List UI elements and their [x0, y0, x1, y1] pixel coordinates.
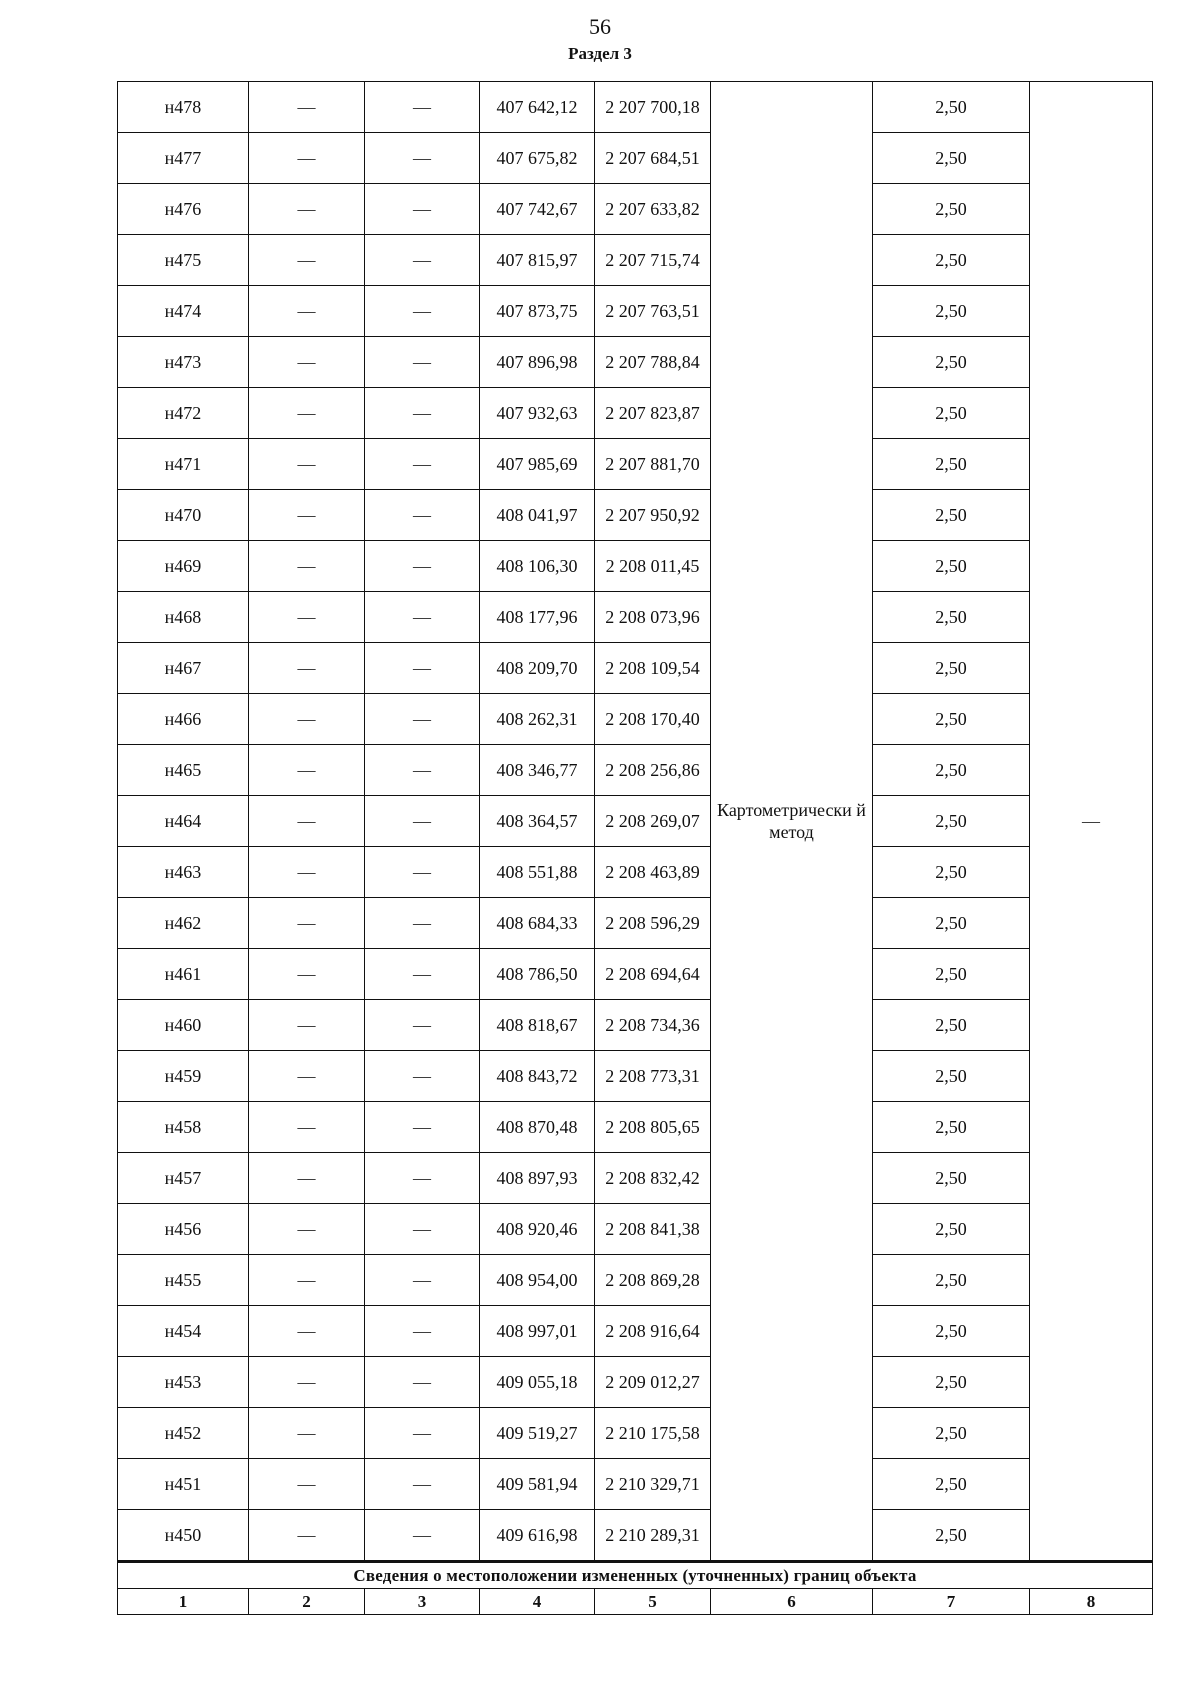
description-cell: —	[1030, 82, 1153, 1562]
new-y-cell: 2 208 463,89	[595, 847, 711, 898]
existing-y-cell: —	[365, 235, 480, 286]
new-y-cell: 2 207 881,70	[595, 439, 711, 490]
point-cell: н467	[118, 643, 249, 694]
table-row	[118, 592, 1153, 643]
existing-y-cell: —	[365, 133, 480, 184]
new-y-cell: 2 208 916,64	[595, 1306, 711, 1357]
existing-x-cell: —	[249, 1510, 365, 1562]
accuracy-cell: 2,50	[873, 1459, 1030, 1510]
table-row	[118, 1153, 1153, 1204]
method-cell: Картометрически й метод	[711, 82, 873, 1562]
new-x-cell: 408 551,88	[480, 847, 595, 898]
table-row	[118, 235, 1153, 286]
new-x-cell: 408 920,46	[480, 1204, 595, 1255]
point-cell: н474	[118, 286, 249, 337]
column-number: 8	[1030, 1589, 1153, 1615]
column-number: 3	[365, 1589, 480, 1615]
existing-x-cell: —	[249, 1051, 365, 1102]
table-row	[118, 643, 1153, 694]
new-x-cell: 407 742,67	[480, 184, 595, 235]
table-row	[118, 1459, 1153, 1510]
existing-x-cell: —	[249, 82, 365, 133]
new-y-cell: 2 208 011,45	[595, 541, 711, 592]
existing-y-cell: —	[365, 898, 480, 949]
point-cell: н471	[118, 439, 249, 490]
existing-x-cell: —	[249, 541, 365, 592]
table-row	[118, 949, 1153, 1000]
table-row	[118, 847, 1153, 898]
existing-y-cell: —	[365, 439, 480, 490]
new-y-cell: 2 208 256,86	[595, 745, 711, 796]
existing-y-cell: —	[365, 1510, 480, 1562]
point-cell: н468	[118, 592, 249, 643]
accuracy-cell: 2,50	[873, 898, 1030, 949]
existing-x-cell: —	[249, 1255, 365, 1306]
accuracy-cell: 2,50	[873, 490, 1030, 541]
existing-x-cell: —	[249, 694, 365, 745]
table-row	[118, 1204, 1153, 1255]
table-row	[118, 898, 1153, 949]
new-x-cell: 407 642,12	[480, 82, 595, 133]
accuracy-cell: 2,50	[873, 1000, 1030, 1051]
new-x-cell: 409 581,94	[480, 1459, 595, 1510]
existing-x-cell: —	[249, 745, 365, 796]
point-cell: н464	[118, 796, 249, 847]
table-row	[118, 286, 1153, 337]
existing-x-cell: —	[249, 439, 365, 490]
new-y-cell: 2 207 823,87	[595, 388, 711, 439]
existing-x-cell: —	[249, 898, 365, 949]
column-number: 6	[711, 1589, 873, 1615]
existing-x-cell: —	[249, 1102, 365, 1153]
accuracy-cell: 2,50	[873, 1408, 1030, 1459]
accuracy-cell: 2,50	[873, 592, 1030, 643]
new-y-cell: 2 207 950,92	[595, 490, 711, 541]
caption-row	[118, 1562, 1153, 1589]
table-row	[118, 694, 1153, 745]
point-cell: н462	[118, 898, 249, 949]
new-x-cell: 408 997,01	[480, 1306, 595, 1357]
point-cell: н450	[118, 1510, 249, 1562]
existing-x-cell: —	[249, 1000, 365, 1051]
existing-y-cell: —	[365, 337, 480, 388]
existing-y-cell: —	[365, 1204, 480, 1255]
new-x-cell: 408 041,97	[480, 490, 595, 541]
new-y-cell: 2 208 773,31	[595, 1051, 711, 1102]
point-cell: н470	[118, 490, 249, 541]
point-cell: н456	[118, 1204, 249, 1255]
point-cell: н455	[118, 1255, 249, 1306]
table-caption: Сведения о местоположении измененных (уточненных) границ объекта	[118, 1562, 1153, 1589]
table-row	[118, 541, 1153, 592]
point-cell: н454	[118, 1306, 249, 1357]
new-y-cell: 2 208 170,40	[595, 694, 711, 745]
new-x-cell: 409 519,27	[480, 1408, 595, 1459]
new-x-cell: 407 985,69	[480, 439, 595, 490]
accuracy-cell: 2,50	[873, 286, 1030, 337]
table-row	[118, 1051, 1153, 1102]
existing-y-cell: —	[365, 949, 480, 1000]
existing-x-cell: —	[249, 1153, 365, 1204]
new-y-cell: 2 207 788,84	[595, 337, 711, 388]
existing-y-cell: —	[365, 1153, 480, 1204]
new-x-cell: 407 896,98	[480, 337, 595, 388]
table-row	[118, 745, 1153, 796]
existing-y-cell: —	[365, 388, 480, 439]
existing-y-cell: —	[365, 1000, 480, 1051]
new-x-cell: 408 954,00	[480, 1255, 595, 1306]
table-row	[118, 1000, 1153, 1051]
table-row	[118, 133, 1153, 184]
existing-y-cell: —	[365, 184, 480, 235]
existing-x-cell: —	[249, 184, 365, 235]
new-y-cell: 2 207 715,74	[595, 235, 711, 286]
new-x-cell: 407 675,82	[480, 133, 595, 184]
existing-x-cell: —	[249, 490, 365, 541]
new-y-cell: 2 210 175,58	[595, 1408, 711, 1459]
accuracy-cell: 2,50	[873, 1255, 1030, 1306]
new-x-cell: 408 364,57	[480, 796, 595, 847]
new-x-cell: 407 932,63	[480, 388, 595, 439]
accuracy-cell: 2,50	[873, 388, 1030, 439]
new-y-cell: 2 210 289,31	[595, 1510, 711, 1562]
existing-y-cell: —	[365, 643, 480, 694]
new-y-cell: 2 210 329,71	[595, 1459, 711, 1510]
accuracy-cell: 2,50	[873, 1357, 1030, 1408]
point-cell: н473	[118, 337, 249, 388]
accuracy-cell: 2,50	[873, 796, 1030, 847]
point-cell: н472	[118, 388, 249, 439]
accuracy-cell: 2,50	[873, 949, 1030, 1000]
accuracy-cell: 2,50	[873, 133, 1030, 184]
new-x-cell: 408 177,96	[480, 592, 595, 643]
existing-y-cell: —	[365, 847, 480, 898]
new-x-cell: 408 684,33	[480, 898, 595, 949]
new-x-cell: 409 055,18	[480, 1357, 595, 1408]
table-body	[118, 82, 1153, 1615]
table-row	[118, 490, 1153, 541]
new-x-cell: 408 786,50	[480, 949, 595, 1000]
new-y-cell: 2 208 805,65	[595, 1102, 711, 1153]
accuracy-cell: 2,50	[873, 847, 1030, 898]
column-numbers-row	[118, 1589, 1153, 1615]
new-x-cell: 408 106,30	[480, 541, 595, 592]
page-number: 56	[589, 14, 611, 39]
point-cell: н451	[118, 1459, 249, 1510]
new-x-cell: 408 346,77	[480, 745, 595, 796]
existing-x-cell: —	[249, 796, 365, 847]
new-x-cell: 408 209,70	[480, 643, 595, 694]
point-cell: н461	[118, 949, 249, 1000]
existing-y-cell: —	[365, 1306, 480, 1357]
column-number: 5	[595, 1589, 711, 1615]
table-row	[118, 1255, 1153, 1306]
point-cell: н453	[118, 1357, 249, 1408]
new-y-cell: 2 207 684,51	[595, 133, 711, 184]
new-y-cell: 2 208 694,64	[595, 949, 711, 1000]
point-cell: н463	[118, 847, 249, 898]
existing-x-cell: —	[249, 847, 365, 898]
new-x-cell: 408 870,48	[480, 1102, 595, 1153]
table-row	[118, 1306, 1153, 1357]
column-number: 4	[480, 1589, 595, 1615]
new-x-cell: 407 815,97	[480, 235, 595, 286]
new-y-cell: 2 207 763,51	[595, 286, 711, 337]
column-number: 7	[873, 1589, 1030, 1615]
new-x-cell: 408 843,72	[480, 1051, 595, 1102]
table-row	[118, 439, 1153, 490]
accuracy-cell: 2,50	[873, 643, 1030, 694]
accuracy-cell: 2,50	[873, 337, 1030, 388]
existing-x-cell: —	[249, 1408, 365, 1459]
existing-x-cell: —	[249, 286, 365, 337]
new-y-cell: 2 208 109,54	[595, 643, 711, 694]
new-y-cell: 2 209 012,27	[595, 1357, 711, 1408]
existing-y-cell: —	[365, 1357, 480, 1408]
table-row	[118, 796, 1153, 847]
new-y-cell: 2 208 869,28	[595, 1255, 711, 1306]
point-cell: н465	[118, 745, 249, 796]
new-y-cell: 2 208 734,36	[595, 1000, 711, 1051]
accuracy-cell: 2,50	[873, 184, 1030, 235]
new-x-cell: 407 873,75	[480, 286, 595, 337]
new-x-cell: 408 897,93	[480, 1153, 595, 1204]
accuracy-cell: 2,50	[873, 1051, 1030, 1102]
existing-x-cell: —	[249, 1306, 365, 1357]
column-number: 2	[249, 1589, 365, 1615]
point-cell: н457	[118, 1153, 249, 1204]
table-row	[118, 184, 1153, 235]
coordinates-table	[117, 81, 1153, 1615]
accuracy-cell: 2,50	[873, 694, 1030, 745]
accuracy-cell: 2,50	[873, 541, 1030, 592]
point-cell: н460	[118, 1000, 249, 1051]
accuracy-cell: 2,50	[873, 82, 1030, 133]
new-y-cell: 2 207 633,82	[595, 184, 711, 235]
existing-x-cell: —	[249, 235, 365, 286]
new-x-cell: 409 616,98	[480, 1510, 595, 1562]
existing-x-cell: —	[249, 1459, 365, 1510]
existing-x-cell: —	[249, 1357, 365, 1408]
column-number: 1	[118, 1589, 249, 1615]
new-x-cell: 408 262,31	[480, 694, 595, 745]
existing-y-cell: —	[365, 592, 480, 643]
existing-x-cell: —	[249, 133, 365, 184]
new-y-cell: 2 208 073,96	[595, 592, 711, 643]
table-row	[118, 388, 1153, 439]
existing-x-cell: —	[249, 643, 365, 694]
new-y-cell: 2 208 596,29	[595, 898, 711, 949]
existing-y-cell: —	[365, 286, 480, 337]
existing-y-cell: —	[365, 82, 480, 133]
existing-y-cell: —	[365, 745, 480, 796]
table-row	[118, 1357, 1153, 1408]
accuracy-cell: 2,50	[873, 1153, 1030, 1204]
existing-y-cell: —	[365, 1408, 480, 1459]
table-row	[118, 1408, 1153, 1459]
new-y-cell: 2 208 269,07	[595, 796, 711, 847]
accuracy-cell: 2,50	[873, 1102, 1030, 1153]
accuracy-cell: 2,50	[873, 1204, 1030, 1255]
existing-y-cell: —	[365, 1255, 480, 1306]
section-title: Раздел 3	[568, 44, 632, 63]
point-cell: н458	[118, 1102, 249, 1153]
point-cell: н478	[118, 82, 249, 133]
existing-y-cell: —	[365, 541, 480, 592]
accuracy-cell: 2,50	[873, 745, 1030, 796]
point-cell: н475	[118, 235, 249, 286]
existing-y-cell: —	[365, 490, 480, 541]
existing-x-cell: —	[249, 337, 365, 388]
new-y-cell: 2 208 832,42	[595, 1153, 711, 1204]
existing-x-cell: —	[249, 388, 365, 439]
point-cell: н466	[118, 694, 249, 745]
new-y-cell: 2 208 841,38	[595, 1204, 711, 1255]
table-row	[118, 82, 1153, 133]
accuracy-cell: 2,50	[873, 235, 1030, 286]
new-x-cell: 408 818,67	[480, 1000, 595, 1051]
point-cell: н477	[118, 133, 249, 184]
existing-x-cell: —	[249, 592, 365, 643]
table-row	[118, 337, 1153, 388]
accuracy-cell: 2,50	[873, 1306, 1030, 1357]
existing-x-cell: —	[249, 1204, 365, 1255]
table-row	[118, 1510, 1153, 1562]
existing-y-cell: —	[365, 694, 480, 745]
existing-x-cell: —	[249, 949, 365, 1000]
point-cell: н452	[118, 1408, 249, 1459]
existing-y-cell: —	[365, 796, 480, 847]
new-y-cell: 2 207 700,18	[595, 82, 711, 133]
accuracy-cell: 2,50	[873, 1510, 1030, 1562]
existing-y-cell: —	[365, 1051, 480, 1102]
point-cell: н459	[118, 1051, 249, 1102]
point-cell: н476	[118, 184, 249, 235]
existing-y-cell: —	[365, 1459, 480, 1510]
existing-y-cell: —	[365, 1102, 480, 1153]
accuracy-cell: 2,50	[873, 439, 1030, 490]
point-cell: н469	[118, 541, 249, 592]
table-row	[118, 1102, 1153, 1153]
